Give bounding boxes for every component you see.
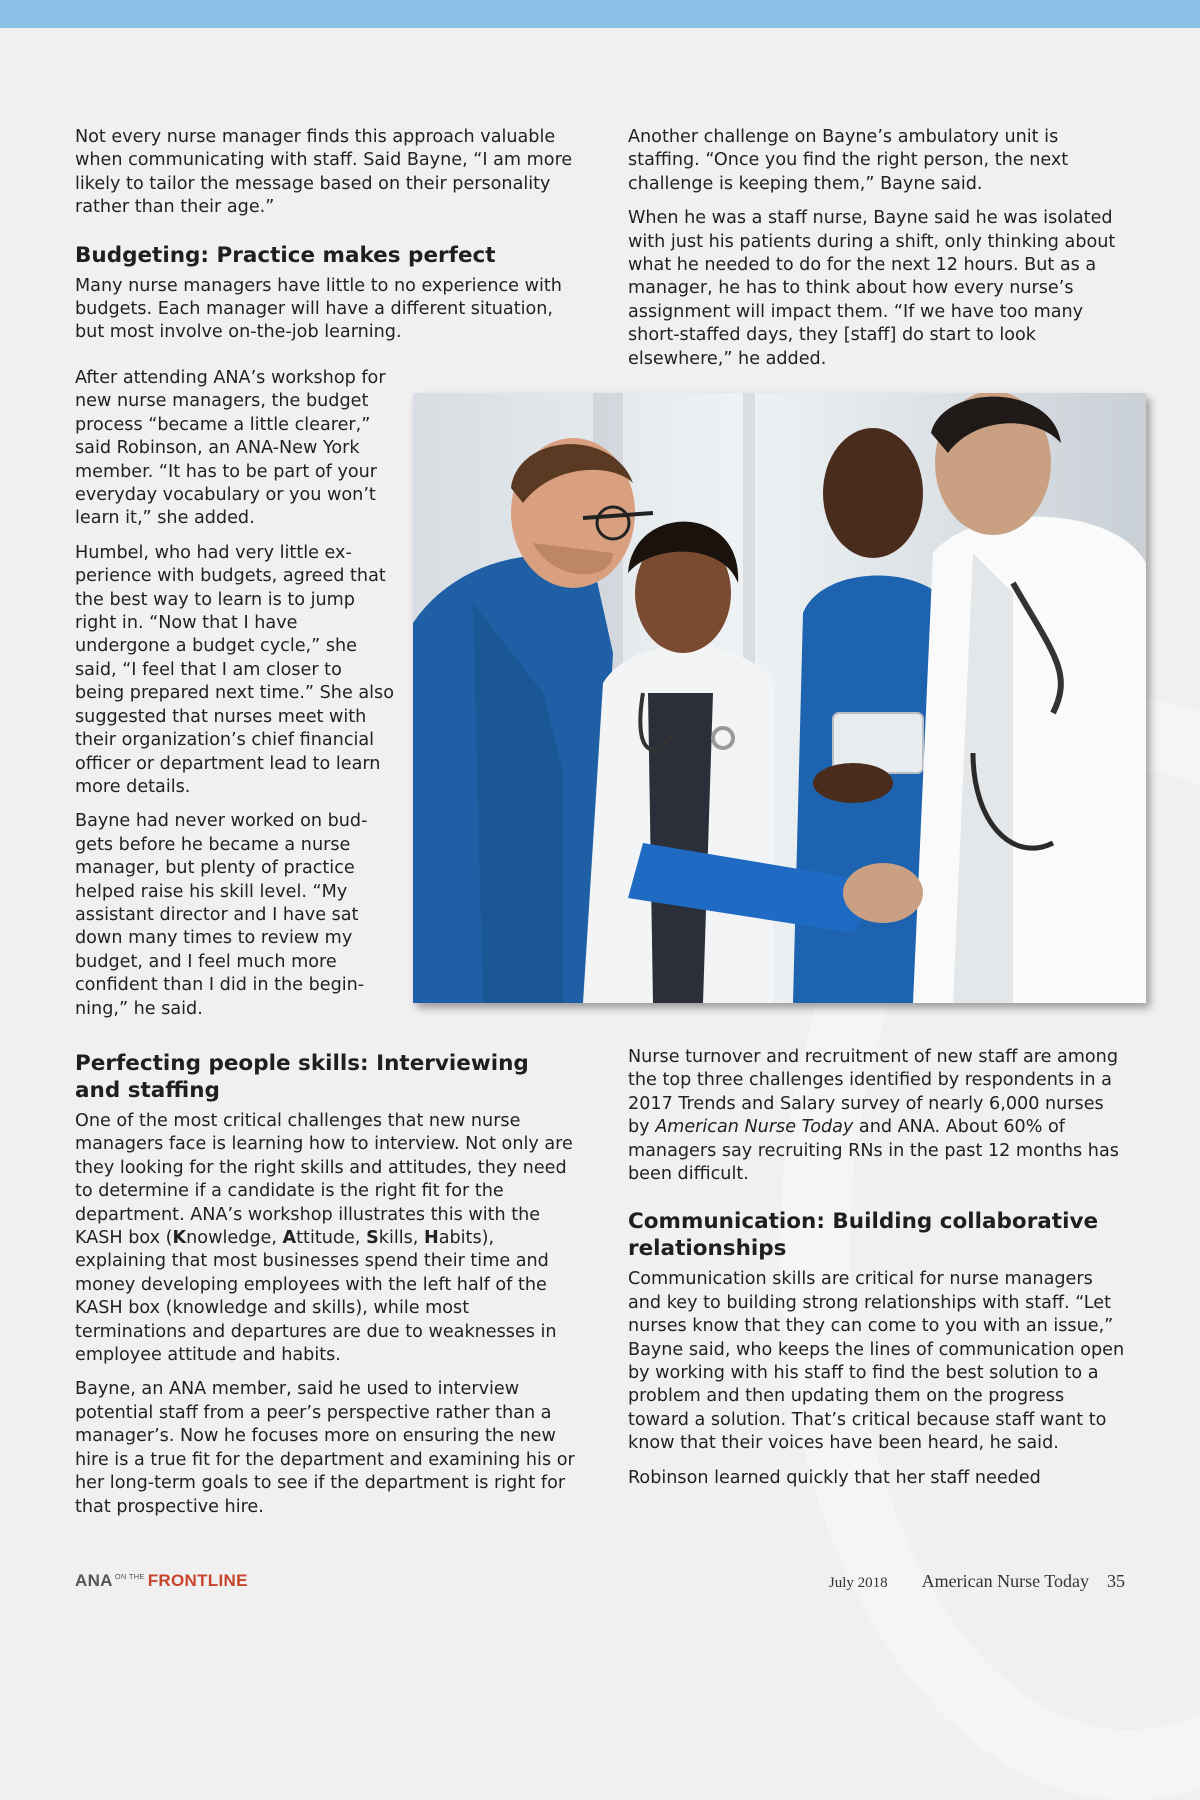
magazine-name: American Nurse Today [921, 1571, 1089, 1591]
paragraph-staffing-challenge: Another challenge on Bayne’s ambulatory unit is staffing. “Once you find the right person, the next challenge is keeping them,” Bayne said. [628, 127, 1069, 194]
magazine-title-italic: American Nurse Today [655, 1117, 854, 1138]
footer-brand-logo [75, 1571, 248, 1591]
paragraph-budget-intro: Many nurse managers have little to no experience with budgets. Each manager will have a different situation, but most involve on-the-job learning. [75, 275, 562, 343]
text-span: kills, [378, 1228, 424, 1249]
paragraph-bayne-interview: Bayne, an ANA member, said he used to interview potential staff from a peer’s perspective rather than a manager’s. Now he focuses more on ensuring the new hire is a true fit for the department and examining his or her long-term goals to see if the department is right for that prospective hire. [75, 1379, 575, 1517]
text-span: abits), explaining that most businesses spend their time and money developing employees with the left half of the KASH box (knowledge and skills), while most terminations and departures are due to weaknesses in employee attitude and habits. [75, 1228, 557, 1366]
paragraph-bayne-budget: Bayne had never worked on budgets before he became a nurse manager, but plenty of practice helped raise his skill level. “My assistant director and I have sat down many times to review my budget, and I feel much more confident than I did in the beginning,” he said. [75, 811, 368, 1019]
paragraph-robinson-budget: After attending ANA’s workshop for new nurse managers, the budget process “became a little clearer,” said Robinson, an ANA-New York member. “It has to be part of your everyday vocabulary or you won’t learn it,” she added. [75, 368, 386, 529]
text-span: ttitude, [296, 1228, 367, 1249]
paragraph-turnover [628, 1046, 1128, 1186]
heading-communication: Communication: Building collaborative relationships [628, 1209, 1099, 1262]
paragraph-interviewing [75, 1110, 575, 1367]
page-number: 35 [1107, 1571, 1125, 1591]
left-column-bottom [75, 1050, 575, 1530]
text-span: nowledge, [186, 1228, 283, 1249]
right-column-bottom [628, 1046, 1128, 1501]
left-column-top [75, 126, 575, 356]
medical-team-illustration [413, 393, 1146, 1003]
top-color-band [0, 0, 1200, 28]
heading-budgeting: Budgeting: Practice makes perfect [75, 242, 496, 268]
footer-folio [829, 1571, 1125, 1592]
kash-k: K [172, 1228, 187, 1249]
text-span: One of the most critical challenges that new nurse managers face is learning how to interview. Not only are they looking for the right skills and attitudes, they need to determine if a candidate is the right fit for the department. ANA’s workshop illustrates this with the KASH box ( [75, 1111, 573, 1249]
brand-frontline: FRONTLINE [147, 1571, 248, 1590]
heading-people-skills: Perfecting people skills: Interviewing and staffing [75, 1051, 529, 1103]
paragraph-humbel-budget: Humbel, who had very little experience with budgets, agreed that the best way to learn is to jump right in. “Now that I have undergone a budget cycle,” she said, “I feel that I am closer to being prepared next time.” She also suggested that nurses meet with their organization’s chief financial officer or department lead to learn more details. [75, 542, 394, 797]
photo-medical-team [413, 393, 1146, 1003]
text-span: Nurse turnover and recruitment of new staff are among the top three challenges identified by respondents in a 2017 Trends and Salary survey of nearly 6,000 nurses by [628, 1047, 1119, 1138]
kash-a: A [282, 1228, 297, 1249]
kash-s: S [366, 1228, 379, 1249]
issue-date: July 2018 [828, 1575, 888, 1591]
left-column-narrow [75, 367, 395, 1032]
paragraph-approach: Not every nurse manager finds this approach valuable when communicating with staff. Said Bayne, “I am more likely to tailor the message based on their personality rather than their age.” [75, 127, 573, 218]
paragraph-communication: Communication skills are critical for nurse managers and key to building strong relationships with staff. “Let nurses know that they can come to you with an issue,” Bayne said, who keeps the lines of communication open by working with his staff to find the best solution to a problem and then updating them on the progress toward a solution. That’s critical because staff want to know that their voices have been heard, he said. [628, 1269, 1125, 1454]
brand-on-the: ON THE [114, 1572, 145, 1581]
text-span: and ANA. About 60% of managers say recruiting RNs in the past 12 months has been difficult. [628, 1117, 1119, 1185]
kash-h: H [423, 1228, 439, 1249]
paragraph-robinson-staff: Robinson learned quickly that her staff needed [628, 1467, 1041, 1488]
right-column-top [628, 126, 1128, 382]
paragraph-staff-nurse: When he was a staff nurse, Bayne said he was isolated with just his patients during a shift, only thinking about what he needed to do for the next 12 hours. But as a manager, he has to think about how every nurse’s assignment will impact them. “If we have too many short-staffed days, they [staff] do start to look elsewhere,” he added. [628, 208, 1116, 369]
brand-ana: ANA [75, 1571, 113, 1590]
